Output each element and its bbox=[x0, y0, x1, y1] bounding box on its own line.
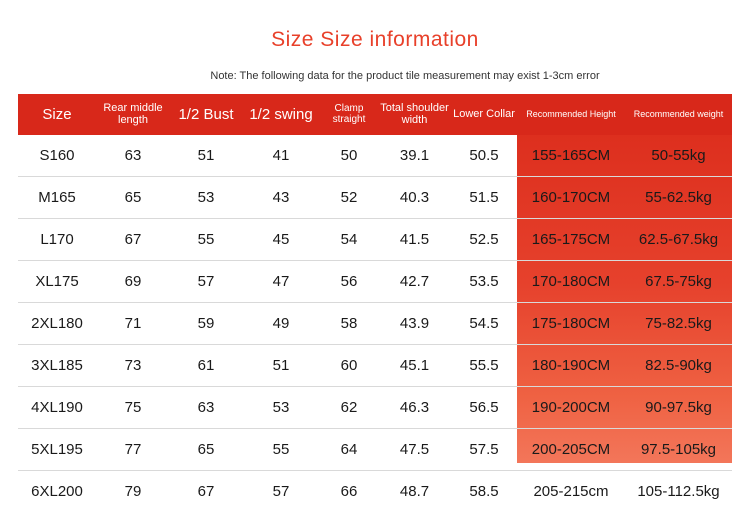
cell-clamp: 50 bbox=[320, 135, 378, 177]
table-row bbox=[18, 219, 732, 261]
cell-rear: 71 bbox=[96, 303, 170, 345]
cell-bust: 51 bbox=[170, 135, 242, 177]
cell-swing: 57 bbox=[272, 483, 290, 500]
cell-clamp: 62 bbox=[320, 387, 378, 429]
cell-clamp: 66 bbox=[340, 483, 358, 500]
cell-bust: 61 bbox=[170, 345, 242, 387]
cell-height: 155-165CM bbox=[517, 135, 625, 177]
cell-size: L170 bbox=[18, 219, 96, 261]
cell-weight: 90-97.5kg bbox=[625, 387, 732, 429]
cell-bust: 65 bbox=[170, 429, 242, 471]
header-half-swing: 1/2 swing bbox=[242, 94, 320, 135]
cell-weight: 55-62.5kg bbox=[625, 177, 732, 219]
cell-rear: 79 bbox=[124, 483, 142, 500]
cell-height: 160-170CM bbox=[517, 177, 625, 219]
cell-weight: 50-55kg bbox=[625, 135, 732, 177]
table-row bbox=[18, 429, 732, 471]
header-clamp-straight: Clamp straight bbox=[320, 94, 378, 135]
cell-collar: 57.5 bbox=[451, 429, 517, 471]
cell-weight: 82.5-90kg bbox=[625, 345, 732, 387]
cell-shoulder: 42.7 bbox=[378, 261, 451, 303]
cell-collar: 53.5 bbox=[451, 261, 517, 303]
header-recommended-height: Recommended Height bbox=[526, 108, 616, 119]
cell-rear: 77 bbox=[96, 429, 170, 471]
cell-swing: 43 bbox=[242, 177, 320, 219]
cell-size: 6XL200 bbox=[31, 483, 83, 500]
cell-rear: 63 bbox=[96, 135, 170, 177]
cell-clamp: 58 bbox=[320, 303, 378, 345]
cell-rear: 67 bbox=[96, 219, 170, 261]
cell-collar: 56.5 bbox=[451, 387, 517, 429]
table-row bbox=[18, 303, 732, 345]
cell-shoulder: 43.9 bbox=[378, 303, 451, 345]
cell-swing: 49 bbox=[242, 303, 320, 345]
cell-weight: 67.5-75kg bbox=[625, 261, 732, 303]
cell-clamp: 60 bbox=[320, 345, 378, 387]
cell-shoulder: 39.1 bbox=[378, 135, 451, 177]
cell-collar: 58.5 bbox=[469, 483, 499, 500]
table-row bbox=[18, 471, 732, 513]
cell-bust: 53 bbox=[170, 177, 242, 219]
cell-bust: 55 bbox=[170, 219, 242, 261]
cell-height: 180-190CM bbox=[517, 345, 625, 387]
cell-swing: 51 bbox=[242, 345, 320, 387]
cell-size: XL175 bbox=[18, 261, 96, 303]
cell-swing: 53 bbox=[242, 387, 320, 429]
cell-size: 4XL190 bbox=[18, 387, 96, 429]
cell-height: 190-200CM bbox=[517, 387, 625, 429]
cell-size: 5XL195 bbox=[18, 429, 96, 471]
cell-size: 2XL180 bbox=[18, 303, 96, 345]
cell-collar: 54.5 bbox=[451, 303, 517, 345]
header-total-shoulder-width: Total shoulder width bbox=[378, 94, 451, 135]
size-table bbox=[18, 94, 732, 512]
cell-bust: 59 bbox=[170, 303, 242, 345]
cell-rear: 69 bbox=[96, 261, 170, 303]
cell-weight: 105-112.5kg bbox=[637, 483, 720, 500]
cell-size: M165 bbox=[18, 177, 96, 219]
cell-bust: 57 bbox=[170, 261, 242, 303]
size-table-wrapper bbox=[18, 94, 732, 512]
table-row bbox=[18, 177, 732, 219]
cell-weight: 97.5-105kg bbox=[625, 429, 732, 471]
header-rear-middle-length: Rear middle length bbox=[96, 94, 170, 135]
cell-shoulder: 45.1 bbox=[378, 345, 451, 387]
cell-height: 175-180CM bbox=[517, 303, 625, 345]
header-size: Size bbox=[18, 94, 96, 135]
cell-clamp: 56 bbox=[320, 261, 378, 303]
cell-shoulder: 41.5 bbox=[378, 219, 451, 261]
cell-weight: 62.5-67.5kg bbox=[625, 219, 732, 261]
cell-clamp: 52 bbox=[320, 177, 378, 219]
measurement-note: Note: The following data for the product tile measurement may exist 1-3cm error bbox=[210, 70, 600, 82]
cell-clamp: 54 bbox=[320, 219, 378, 261]
header-half-bust: 1/2 Bust bbox=[170, 94, 242, 135]
cell-rear: 75 bbox=[96, 387, 170, 429]
page-title: Size Size information bbox=[271, 28, 479, 51]
cell-bust: 67 bbox=[197, 483, 215, 500]
cell-collar: 51.5 bbox=[451, 177, 517, 219]
cell-swing: 41 bbox=[242, 135, 320, 177]
table-header-row bbox=[18, 94, 732, 135]
cell-rear: 73 bbox=[96, 345, 170, 387]
cell-collar: 50.5 bbox=[451, 135, 517, 177]
table-row bbox=[18, 345, 732, 387]
cell-height: 205-215cm bbox=[533, 483, 609, 500]
cell-height: 165-175CM bbox=[517, 219, 625, 261]
cell-height: 200-205CM bbox=[517, 429, 625, 471]
cell-shoulder: 47.5 bbox=[378, 429, 451, 471]
cell-height: 170-180CM bbox=[517, 261, 625, 303]
table-row bbox=[18, 261, 732, 303]
cell-shoulder: 40.3 bbox=[378, 177, 451, 219]
cell-bust: 63 bbox=[170, 387, 242, 429]
header-recommended-weight: Recommended weight bbox=[633, 108, 724, 119]
table-row bbox=[18, 135, 732, 177]
cell-collar: 52.5 bbox=[451, 219, 517, 261]
header-lower-collar: Lower Collar bbox=[451, 94, 517, 135]
cell-collar: 55.5 bbox=[451, 345, 517, 387]
cell-swing: 47 bbox=[242, 261, 320, 303]
cell-shoulder: 48.7 bbox=[399, 483, 430, 500]
cell-shoulder: 46.3 bbox=[378, 387, 451, 429]
cell-rear: 65 bbox=[96, 177, 170, 219]
cell-clamp: 64 bbox=[320, 429, 378, 471]
cell-weight: 75-82.5kg bbox=[625, 303, 732, 345]
table-row bbox=[18, 387, 732, 429]
cell-swing: 45 bbox=[242, 219, 320, 261]
cell-swing: 55 bbox=[242, 429, 320, 471]
cell-size: 3XL185 bbox=[18, 345, 96, 387]
cell-size: S160 bbox=[18, 135, 96, 177]
